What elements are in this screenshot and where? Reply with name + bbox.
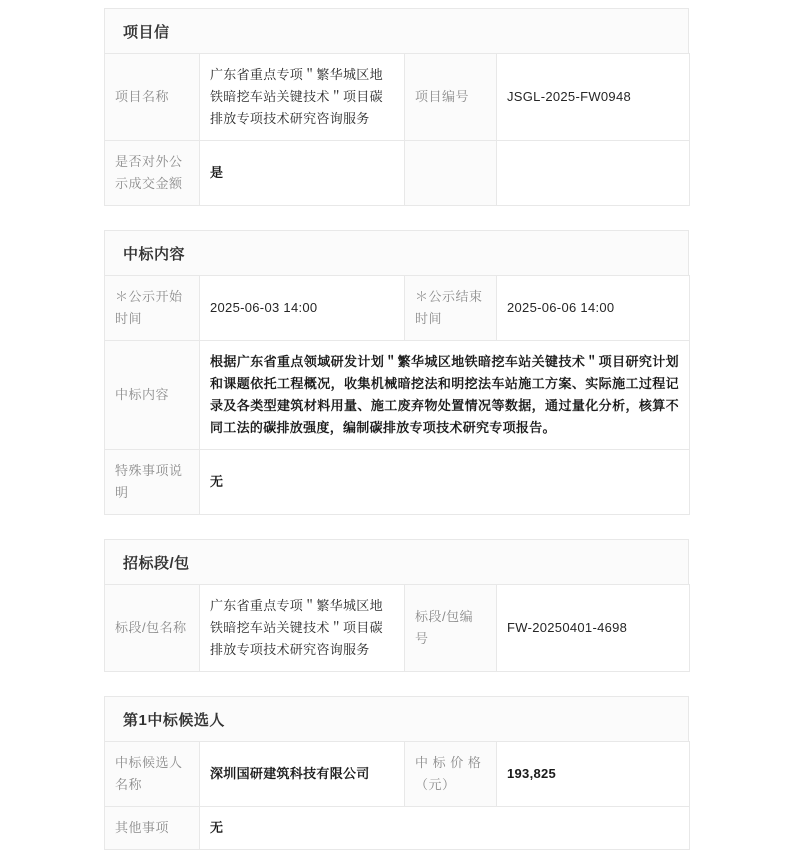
field-value-other-matters: 无 [200, 807, 690, 850]
field-value-lot-code: FW-20250401-4698 [497, 585, 690, 672]
field-value-project-code: JSGL-2025-FW0948 [497, 54, 690, 141]
tender-lot-table [104, 584, 690, 672]
field-label-publicity-end: ＊公示结束时间 [405, 276, 497, 341]
field-value-award-price: 193,825 [497, 742, 690, 807]
field-label-lot-name: 标段/包名称 [105, 585, 200, 672]
field-label-project-name: 项目名称 [105, 54, 200, 141]
field-label-project-code: 项目编号 [405, 54, 497, 141]
field-value-empty [497, 141, 690, 206]
field-value-candidate-name: 深圳国研建筑科技有限公司 [200, 742, 405, 807]
first-candidate-table [104, 741, 690, 850]
field-label-candidate-name: 中标候选人名称 [105, 742, 200, 807]
field-value-award-content: 根据广东省重点领域研发计划＂繁华城区地铁暗挖车站关键技术＂项目研究计划和课题依托工程概况，收集机械暗挖法和明挖法车站施工方案、实际施工过程记录及各类型建筑材料用量、施工废弃物处置情况等数据，通过量化分析，核算不同工法的碳排放强度，编制碳排放专项技术研究专项报告。 [200, 341, 690, 450]
field-label-special-notes: 特殊事项说明 [105, 450, 200, 515]
table-row [105, 341, 690, 450]
field-label-other-matters: 其他事项 [105, 807, 200, 850]
section-title: 中标内容 [104, 230, 689, 275]
table-row [105, 141, 690, 206]
field-value-publicity-start: 2025-06-03 14:00 [200, 276, 405, 341]
field-label-publicity-start: ＊公示开始时间 [105, 276, 200, 341]
table-row [105, 807, 690, 850]
table-row [105, 585, 690, 672]
field-value-disclose-amount: 是 [200, 141, 405, 206]
field-label-lot-code: 标段/包编号 [405, 585, 497, 672]
section-title: 项目信 [104, 8, 689, 53]
field-value-lot-name: 广东省重点专项＂繁华城区地铁暗挖车站关键技术＂项目碳排放专项技术研究咨询服务 [200, 585, 405, 672]
section-award-content [104, 230, 689, 515]
field-label-award-price: 中 标 价 格（元） [405, 742, 497, 807]
section-title: 第1中标候选人 [104, 696, 689, 741]
field-value-special-notes: 无 [200, 450, 690, 515]
table-row [105, 742, 690, 807]
section-project-info [104, 8, 689, 206]
field-label-empty [405, 141, 497, 206]
field-label-award-content: 中标内容 [105, 341, 200, 450]
project-info-table [104, 53, 690, 206]
table-row [105, 276, 690, 341]
field-value-project-name: 广东省重点专项＂繁华城区地铁暗挖车站关键技术＂项目碳排放专项技术研究咨询服务 [200, 54, 405, 141]
field-value-publicity-end: 2025-06-06 14:00 [497, 276, 690, 341]
section-title: 招标段/包 [104, 539, 689, 584]
field-label-disclose-amount: 是否对外公示成交金额 [105, 141, 200, 206]
section-first-candidate [104, 696, 689, 850]
table-row [105, 450, 690, 515]
award-content-table [104, 275, 690, 515]
table-row [105, 54, 690, 141]
section-tender-lot [104, 539, 689, 672]
